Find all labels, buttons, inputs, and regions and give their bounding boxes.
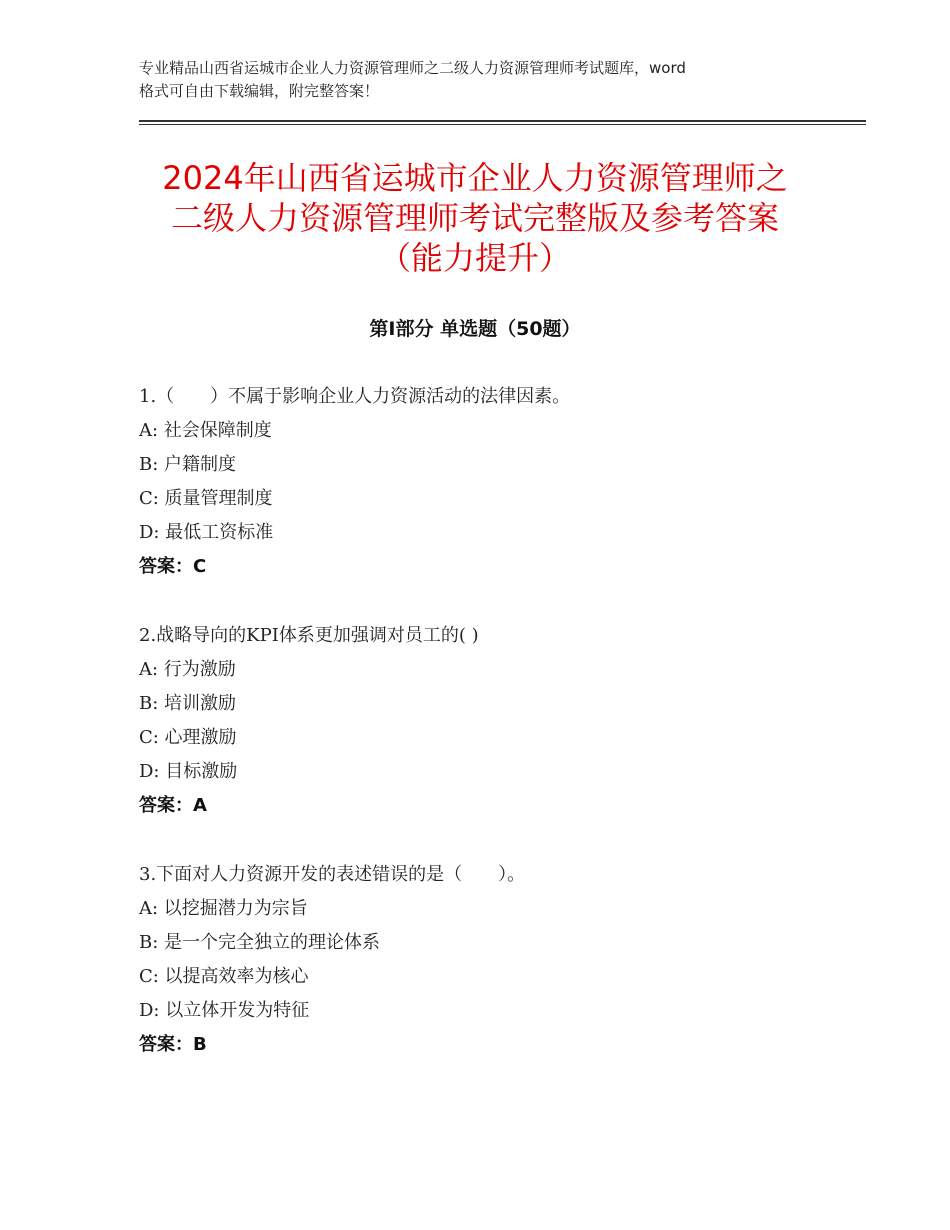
- option-b: B: 培训激励: [139, 693, 237, 714]
- option-b: B: 户籍制度: [139, 454, 237, 475]
- option-d: D: 目标激励: [139, 761, 238, 782]
- question-block: [139, 619, 859, 823]
- header-divider-thin: [139, 124, 866, 125]
- answer-line: 答案：A: [139, 795, 207, 816]
- title-line-3: （能力提升）: [378, 239, 571, 277]
- option-d: D: 以立体开发为特征: [139, 1000, 310, 1021]
- title-line-2: 二级人力资源管理师考试完整版及参考答案: [170, 199, 779, 237]
- question-block: [139, 858, 859, 1062]
- option-a: A: 行为激励: [139, 659, 236, 680]
- option-c: C: 以提高效率为核心: [139, 966, 309, 987]
- option-b: B: 是一个完全独立的理论体系: [139, 932, 381, 953]
- option-a: A: 以挖掘潜力为宗旨: [139, 898, 308, 919]
- document-title: [120, 158, 830, 278]
- option-c: C: 心理激励: [139, 727, 237, 748]
- answer-line: 答案：B: [139, 1034, 207, 1055]
- question-block: [139, 380, 859, 584]
- header-divider-thick: [139, 120, 866, 122]
- header-note-line-1: 专业精品山西省运城市企业人力资源管理师之二级人力资源管理师考试题库，word: [139, 59, 686, 77]
- option-a: A: 社会保障制度: [139, 420, 272, 441]
- answer-line: 答案：C: [139, 556, 207, 577]
- section-heading: 第Ⅰ部分 单选题（50题）: [369, 318, 581, 340]
- question-stem: 1.（ ）不属于影响企业人力资源活动的法律因素。: [139, 386, 571, 407]
- option-c: C: 质量管理制度: [139, 488, 273, 509]
- header-note: [139, 57, 829, 103]
- option-d: D: 最低工资标准: [139, 522, 274, 543]
- question-stem: 2.战略导向的KPI体系更加强调对员工的( ): [139, 625, 479, 646]
- question-stem: 3.下面对人力资源开发的表述错误的是（ ）。: [139, 864, 526, 885]
- title-line-1: 2024年山西省运城市企业人力资源管理师之: [162, 159, 788, 197]
- header-note-line-2: 格式可自由下载编辑，附完整答案！: [139, 82, 380, 100]
